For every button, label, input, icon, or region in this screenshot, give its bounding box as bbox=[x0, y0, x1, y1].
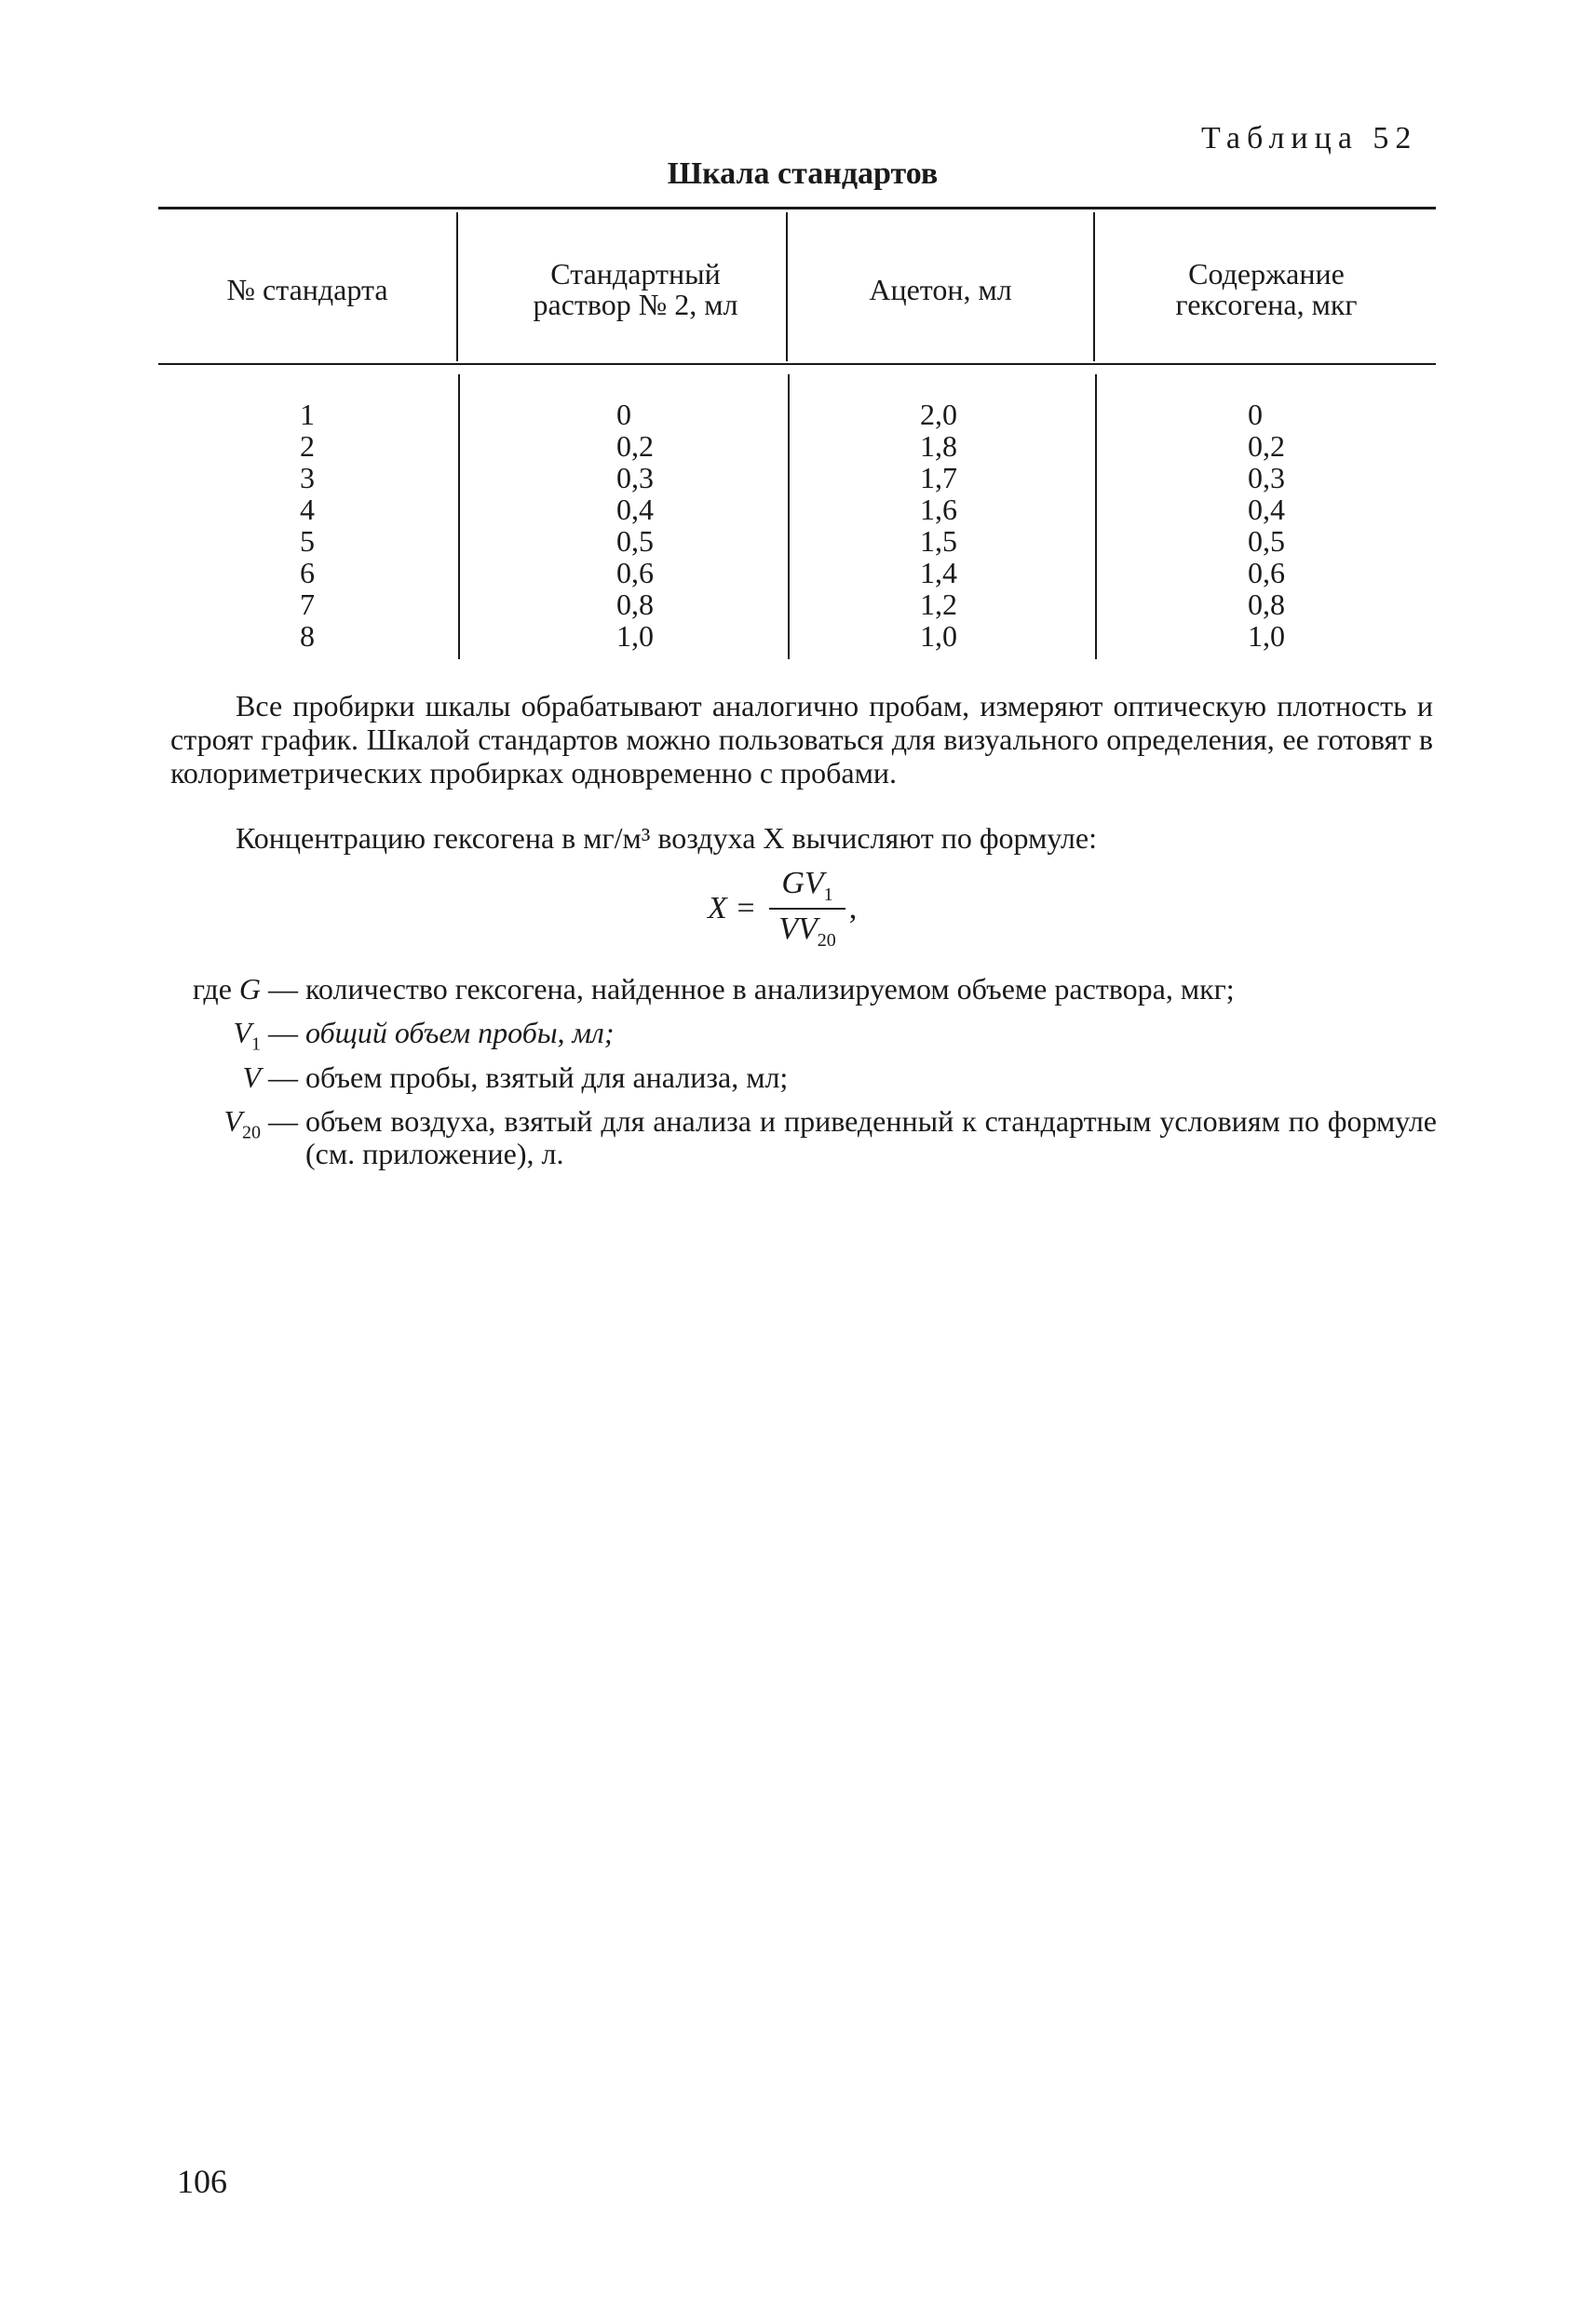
definition-lead: V — bbox=[242, 1060, 298, 1094]
header-standard-number: № стандарта bbox=[226, 272, 388, 306]
formula bbox=[708, 866, 857, 952]
header-hexogen-content: Содержание гексогена, мкг bbox=[1175, 257, 1358, 321]
formula-lhs: X = bbox=[708, 890, 757, 925]
table-cell: 1,5 bbox=[920, 524, 957, 558]
definition-text: объем пробы, взятый для анализа, мл; bbox=[305, 1060, 789, 1094]
table-cell: 0,6 bbox=[1248, 556, 1285, 589]
table-cell: 1,0 bbox=[920, 619, 957, 653]
table-cell: 0,4 bbox=[616, 493, 654, 526]
table-cell: 5 bbox=[300, 524, 315, 558]
table-cell: 1,8 bbox=[920, 429, 957, 463]
formula-numerator: $GV_1$ bbox=[781, 866, 833, 905]
table-cell: 1,6 bbox=[920, 493, 957, 526]
formula-denominator: $VV_{20}$ bbox=[769, 908, 845, 952]
table-cell: 0,2 bbox=[1248, 429, 1285, 463]
body-divider-3 bbox=[1095, 374, 1097, 659]
paragraph-procedure: Все пробирки шкалы обрабатывают аналогично пробам, измеряют оптическую плотность и строят график. Шкалой стандартов можно пользоваться для визуального определения, ее готовят в колориметрических пробирках одновременно с пробами. bbox=[170, 689, 1433, 790]
definition-item bbox=[170, 1061, 1437, 1105]
definition-text: общий объем пробы, мл; bbox=[305, 1016, 615, 1050]
column-standard-number bbox=[300, 398, 315, 652]
formula-fraction bbox=[769, 866, 845, 952]
table-header-rule bbox=[158, 363, 1436, 365]
table-cell: 0 bbox=[1248, 398, 1263, 431]
body-divider-1 bbox=[458, 374, 460, 659]
table-cell: 0,8 bbox=[1248, 587, 1285, 621]
table-cell: 7 bbox=[300, 587, 315, 621]
header-divider-1 bbox=[456, 212, 458, 361]
table-cell: 3 bbox=[300, 461, 315, 494]
definition-lead: $V_1$ — bbox=[233, 1016, 298, 1055]
table-cell: 0,5 bbox=[616, 524, 654, 558]
table-cell: 8 bbox=[300, 619, 315, 653]
table-cell: 1,4 bbox=[920, 556, 957, 589]
definitions-list bbox=[170, 973, 1437, 1170]
definition-text: объем воздуха, взятый для анализа и приведенный к стандартным условиям по формуле (см. приложение), л. bbox=[305, 1104, 1437, 1171]
table-cell: 2 bbox=[300, 429, 315, 463]
table-cell: 1,0 bbox=[616, 619, 654, 653]
table-cell: 0,6 bbox=[616, 556, 654, 589]
definition-text: количество гексогена, найденное в анализируемом объеме раствора, мкг; bbox=[305, 972, 1235, 1006]
table-cell: 0,4 bbox=[1248, 493, 1285, 526]
header-divider-2 bbox=[786, 212, 788, 361]
paragraph-concentration: Концентрацию гексогена в мг/м³ воздуха X вычисляют по формуле: bbox=[236, 821, 1097, 855]
table-cell: 6 bbox=[300, 556, 315, 589]
table-cell: 1,0 bbox=[1248, 619, 1285, 653]
table-cell: 1 bbox=[300, 398, 315, 431]
table-cell: 1,7 bbox=[920, 461, 957, 494]
table-cell: 0 bbox=[616, 398, 631, 431]
table-cell: 4 bbox=[300, 493, 315, 526]
table-cell: 0,2 bbox=[616, 429, 654, 463]
column-hexogen-content bbox=[1248, 398, 1285, 652]
table-cell: 0,3 bbox=[616, 461, 654, 494]
formula-comma: , bbox=[848, 890, 858, 925]
table-cell: 0,8 bbox=[616, 587, 654, 621]
definition-item bbox=[170, 973, 1437, 1017]
definition-lead: где G — bbox=[192, 972, 298, 1006]
definition-lead: $V_{20}$ — bbox=[223, 1104, 298, 1143]
header-standard-solution: Стандартный раствор № 2, мл bbox=[533, 257, 738, 321]
column-acetone bbox=[920, 398, 957, 652]
header-divider-3 bbox=[1093, 212, 1095, 361]
table-cell: 1,2 bbox=[920, 587, 957, 621]
page-number: 106 bbox=[177, 2163, 227, 2200]
header-acetone: Ацетон, мл bbox=[869, 272, 1012, 306]
table-number-label: Таблица 52 bbox=[1201, 121, 1418, 155]
table-cell: 0,3 bbox=[1248, 461, 1285, 494]
table-title: Шкала стандартов bbox=[667, 156, 939, 191]
table-cell: 0,5 bbox=[1248, 524, 1285, 558]
body-divider-2 bbox=[788, 374, 790, 659]
definition-item bbox=[170, 1017, 1437, 1060]
table-cell: 2,0 bbox=[920, 398, 957, 431]
column-standard-solution bbox=[616, 398, 654, 652]
table-top-rule bbox=[158, 207, 1436, 209]
definition-item bbox=[170, 1105, 1437, 1170]
